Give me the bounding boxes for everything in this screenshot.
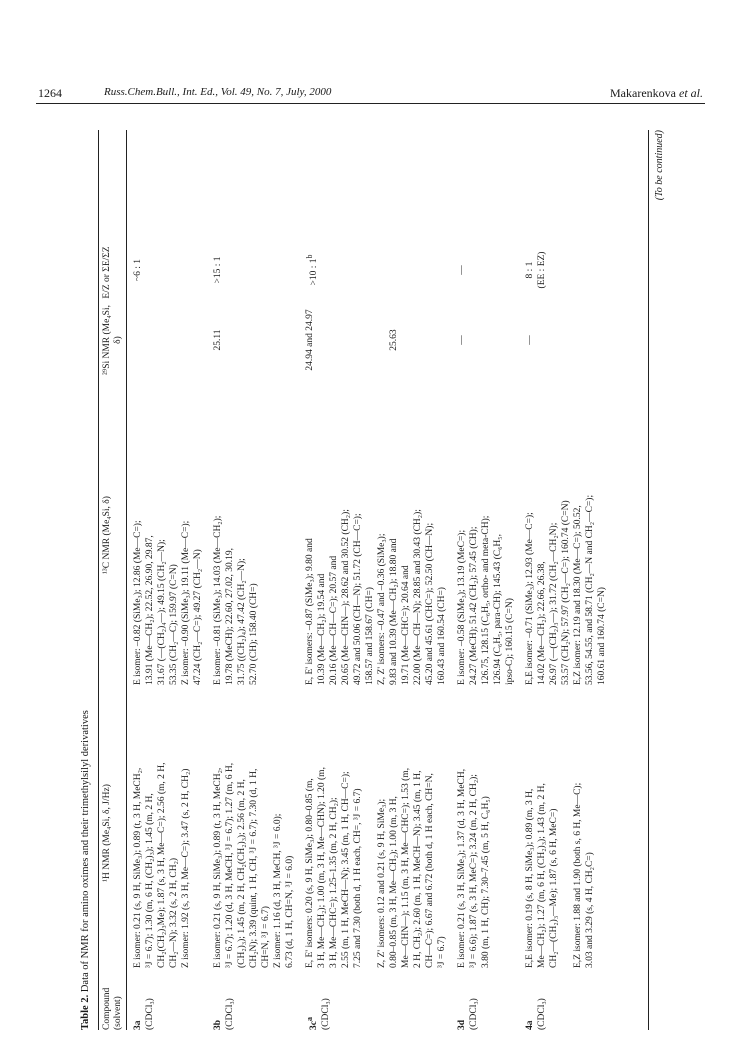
compound-id: 3b	[213, 1019, 223, 1030]
c-nmr-line: 45.20 and 45.61 (CHC=); 52.50 (CH—N);	[425, 522, 435, 685]
c-nmr-line: Z isomer: –0.90 (SiMe₃); 19.11 (Me—C=);	[181, 520, 191, 685]
h-nmr-cell	[212, 693, 296, 968]
si-nmr-value: 25.11	[213, 329, 223, 351]
c-nmr-line: 160.43 and 160.54 (CH=)	[437, 587, 447, 685]
c-nmr-line: E isomer: –0.82 (SiMe₃); 12.86 (Me—C=);	[133, 520, 143, 685]
solvent-label: (CDCl₃)	[321, 998, 332, 1030]
authors-name: Makarenkova	[610, 86, 676, 100]
ratio-value: —	[457, 265, 467, 275]
solvent-label: (CDCl₃)	[469, 998, 479, 1030]
c-nmr-line: 31.75 ((CH₂)₄); 47.42 (CH₂—N);	[237, 558, 247, 685]
h-nmr-line: ³J = 6.7)	[437, 936, 447, 968]
c-nmr-line: ipso-C); 160.15 (C=N)	[505, 598, 515, 685]
ratio-footnote-mark: b	[305, 254, 314, 259]
si-nmr-value: —	[457, 335, 467, 345]
compound-id: 3a	[133, 1020, 143, 1030]
h-nmr-line: Me—CH₂); 1.27 (m, 6 H, (CH₂)₃); 1.43 (m, 2 H,	[537, 783, 547, 968]
authors-suffix: et al.	[679, 86, 703, 100]
c-nmr-cell	[304, 380, 448, 685]
ratio-cell	[524, 240, 548, 300]
h-nmr-line: CH₂—N); 3.32 (s, 2 H, CH₂)	[169, 857, 179, 968]
c-nmr-cell	[456, 380, 516, 685]
h-nmr-line: 2 H, CH₂); 2.60 (m, 1 H, MeCH—N); 3.45 (m, 1 H,	[413, 770, 423, 968]
c-nmr-line: 14.02 (Me—CH₂); 22.66, 26.38,	[537, 561, 547, 685]
solvent-label: (CDCl₃)	[145, 998, 155, 1030]
c-nmr-line: E,E isomer: –0.71 (SiMe₃); 12.93 (Me—C=);	[525, 512, 535, 685]
ratio-cell	[132, 240, 144, 300]
c-nmr-line: 19.71 (Me—CHC=); 20.64 and	[401, 565, 411, 685]
h-nmr-line: 3 H, Me—CHC=); 1.25–1.35 (m, 2 H, CH₂);	[329, 797, 339, 968]
si-nmr-cell	[456, 305, 468, 375]
table-caption	[80, 710, 92, 1030]
h-nmr-cell	[524, 693, 596, 968]
h-nmr-line: E isomer: 0.21 (s, 3 H, SiMe₃); 1.37 (d, 3 H, MeCH,	[457, 768, 467, 968]
si-nmr-value: —	[525, 335, 535, 345]
h-nmr-line: CH₂N); 3.39 (quint, 1 H, CH, ³J = 6.7); 7.30 (d, 1 H,	[249, 768, 259, 968]
ratio-value: ~6 : 1	[133, 258, 143, 282]
compound-id: $3c^a$	[305, 1017, 320, 1030]
h-nmr-line: CH=N, ³J = 6.7)	[261, 906, 271, 968]
h-nmr-line: 7.25 and 7.30 (both d, 1 H each, CH=, ³J = 6.7)	[353, 788, 363, 968]
h-nmr-line	[560, 693, 572, 968]
c-nmr-line: 53.35 (CH₂—C); 159.97 (C=N)	[169, 564, 179, 685]
c-nmr-line: 47.24 (CH₂—C=); 49.27 (CH₂—N)	[193, 549, 203, 685]
running-authors	[610, 86, 703, 101]
si-nmr-cell	[524, 305, 536, 375]
c-nmr-cell	[132, 380, 204, 685]
ratio-value: 8 : 1	[525, 261, 535, 279]
c-nmr-line: 9.83 and 10.39 (Me—CH₂); 18.80 and	[389, 538, 399, 685]
column-header-h-nmr: ¹H NMR (Me₄Si, δ, J/Hz)	[102, 784, 112, 882]
c-nmr-line: 49.72 and 50.06 (CH—N); 51.72 (CH—C=);	[353, 513, 363, 685]
ratio-value: >15 : 1	[213, 256, 223, 284]
si-nmr-value-z: 25.63	[389, 329, 399, 351]
compound-id: 4a	[525, 1020, 535, 1030]
ratio-cell	[212, 240, 224, 300]
c-nmr-line: 20.65 (Me—CHN—); 28.62 and 30.52 (CH₂);	[341, 509, 351, 685]
c-nmr-line: 20.16 (Me—CH—C=); 20.57 and	[329, 555, 339, 685]
ratio-value: >10 : 1$^b$	[305, 254, 320, 286]
compound-cell	[212, 974, 236, 1030]
si-nmr-cell	[212, 305, 224, 375]
header-rule	[36, 103, 705, 104]
h-nmr-line: ³J = 6.7); 1.20 (d, 3 H, MeCH, ³J = 6.7); 1.27 (m, 6 H,	[225, 762, 235, 968]
h-nmr-cell	[132, 693, 192, 968]
c-nmr-line: 24.27 (MeCH); 51.42 (CH₂); 57.45 (CH);	[469, 526, 479, 685]
h-nmr-line: (CH₂)₃); 1.45 (m, 2 H, CH₂(CH₂)₃); 2.56 (m, 2 H,	[237, 779, 247, 968]
h-nmr-line: E,E isomer: 0.19 (s, 8 H, SiMe₃); 0.89 (m, 3 H,	[525, 788, 535, 968]
compound-footnote-mark: a	[305, 1017, 314, 1022]
compound-cell	[456, 974, 480, 1030]
h-nmr-line: 3.03 and 3.29 (s, 4 H, CH₂C=)	[585, 852, 595, 968]
h-nmr-line: 2.55 (m, 1 H, MeCH—N); 3.45 (m, 1 H, CH—C=);	[341, 771, 351, 968]
journal-citation: Russ.Chem.Bull., Int. Ed., Vol. 49, No. 7, July, 2000	[104, 86, 332, 98]
h-nmr-line: Me—CHN—); 1.15 (m, 3 H, Me—CHC=); 1.53 (m,	[401, 767, 411, 968]
h-nmr-line: 3.80 (m, 1 H, CH); 7.30–7.45 (m, 5 H, C₆H₅)	[481, 796, 491, 968]
c-nmr-line: E isomer: –0.58 (SiMe₃); 13.19 (MeC=);	[457, 529, 467, 685]
column-header-ratio: E/Z or ΣE/ΣZ	[102, 246, 112, 299]
h-nmr-line: E, E' isomers: 0.20 (s, 9 H, SiMe₃); 0.80–0.85 (m,	[305, 778, 315, 968]
c-nmr-line: Z, Z' isomers: –0.47 and –0.36 (SiMe₃);	[377, 533, 387, 685]
h-nmr-line: 3 H, Me—CH₂); 1.00 (m, 3 H, Me—CHN); 1.20 (m,	[317, 767, 327, 968]
c-nmr-line: 53.57 (CH₂N); 57.97 (CH₂—C=); 160.74 (C=N)	[561, 500, 571, 685]
ratio-cell	[304, 240, 320, 300]
table-caption-label: Table 2.	[80, 994, 91, 1030]
h-nmr-line: E isomer: 0.21 (s, 9 H, SiMe₃); 0.89 (t, 3 H, MeCH₂,	[213, 767, 223, 968]
h-nmr-line: CH₂—(CH₂)₃—Me); 1.87 (s, 6 H, MeC=)	[549, 808, 559, 968]
c-nmr-line: E,Z isomer: 12.19 and 18.30 (Me—C=); 50.52,	[573, 505, 583, 685]
h-nmr-line: E isomer: 0.21 (s, 9 H, SiMe₃); 0.89 (t, 3 H, MeCH₂,	[133, 767, 143, 968]
column-header-c-nmr: ¹³C NMR (Me₄Si, δ)	[102, 496, 112, 574]
h-nmr-line: ³J = 6.7); 1.30 (m, 6 H, (CH₂)₃); 1.45 (m, 2 H,	[145, 793, 155, 968]
h-nmr-line: 0.80–0.85 (m, 3 H, Me—CH₂); 1.00 (m, 3 H,	[389, 796, 399, 968]
compound-id: 3d	[457, 1019, 467, 1030]
column-header-si-nmr: ²⁹Si NMR (Me₄Si, δ)	[102, 305, 123, 375]
continued-note: (To be continued)	[654, 130, 665, 201]
h-nmr-cell	[456, 693, 492, 968]
table-caption-text: Data of NMR for amino oximes and their trimethylsilyl derivatives	[80, 710, 91, 993]
h-nmr-line: Z isomer: 1.92 (s, 3 H, Me—C=); 3.47 (s, 2 H, CH₂)	[181, 768, 191, 968]
c-nmr-line: 160.61 and 160.74 (C=N)	[597, 587, 607, 685]
h-nmr-line: Z, Z' isomers: 0.12 and 0.21 (s, 9 H, SiMe₃);	[377, 798, 387, 968]
c-nmr-line: 19.78 (MeCH); 22.60, 27.02, 30.19,	[225, 548, 235, 685]
ratio-note: (EE : EZ)	[537, 251, 547, 289]
h-nmr-line: CH—C=); 6.67 and 6.72 (both d, 1 H each, CH=N,	[425, 773, 435, 968]
h-nmr-line: Z isomer: 1.16 (d, 3 H, MeCH, ³J = 6.0);	[273, 813, 283, 968]
h-nmr-line	[364, 693, 376, 968]
si-nmr-value: 24.94 and 24.97	[305, 309, 315, 371]
h-nmr-line: E,Z isomer: 1.88 and 1.90 (both s, 6 H, Me—C);	[573, 782, 583, 968]
c-nmr-line: 53.56, 54.55, and 58.71 (CH₂—N and CH₂—C=);	[585, 494, 595, 685]
c-nmr-line: 26.97 (—(CH₂)₃—); 31.72 (CH₂—CH₂N);	[549, 522, 559, 685]
si-nmr-cell	[304, 305, 400, 375]
rotated-table	[80, 130, 700, 1030]
compound-cell	[132, 974, 156, 1030]
compound-cell	[304, 974, 332, 1030]
table-top-rule	[98, 130, 99, 1030]
table-bottom-rule	[648, 130, 649, 1030]
c-nmr-line: E, E' isomers: –0.87 (SiMe₃); 9.80 and	[305, 538, 315, 685]
c-nmr-cell	[212, 380, 260, 685]
c-nmr-line: 13.91 (Me—CH₂); 22.52, 26.90, 29.87,	[145, 535, 155, 685]
c-nmr-line: 31.67 (—(CH₂)₄—); 49.15 (CH₂—N);	[157, 539, 167, 685]
h-nmr-line: ³J = 6.6); 1.87 (s, 3 H, MeC=); 3.24 (m, 2 H, CH₂);	[469, 774, 479, 968]
c-nmr-line: 126.75, 128.15 (C₆H₅, ortho- and meta-CH);	[481, 515, 491, 685]
c-nmr-line: 52.70 (CH); 158.40 (CH=)	[249, 583, 259, 685]
table-header-rule	[126, 130, 127, 1030]
h-nmr-line: 6.73 (d, 1 H, CH=N, ³J = 6.0)	[285, 855, 295, 968]
c-nmr-line: 158.57 and 158.67 (CH=)	[365, 587, 375, 685]
c-nmr-line: E isomer: –0.81 (SiMe₃); 14.03 (Me—CH₂);	[213, 515, 223, 685]
h-nmr-cell	[304, 693, 448, 968]
solvent-label: (CDCl₃)	[537, 998, 547, 1030]
column-header-compound: Compound (solvent)	[102, 987, 123, 1030]
c-nmr-cell	[524, 380, 608, 685]
page-number: 1264	[38, 86, 62, 100]
ratio-cell	[456, 240, 468, 300]
solvent-label: (CDCl₃)	[225, 998, 235, 1030]
c-nmr-line: 22.00 (Me—CH—N); 28.85 and 30.43 (CH₂);	[413, 509, 423, 685]
c-nmr-line: 126.94 (C₆H₅, para-CH); 145.43 (C₆H₅,	[493, 534, 503, 685]
c-nmr-line: 10.39 (Me—CH₂); 19.54 and	[317, 573, 327, 685]
compound-cell	[524, 974, 548, 1030]
h-nmr-line: CH₂(CH₂)₃Me); 1.87 (s, 3 H, Me—C=); 2.56 (m, 2 H,	[157, 762, 167, 968]
